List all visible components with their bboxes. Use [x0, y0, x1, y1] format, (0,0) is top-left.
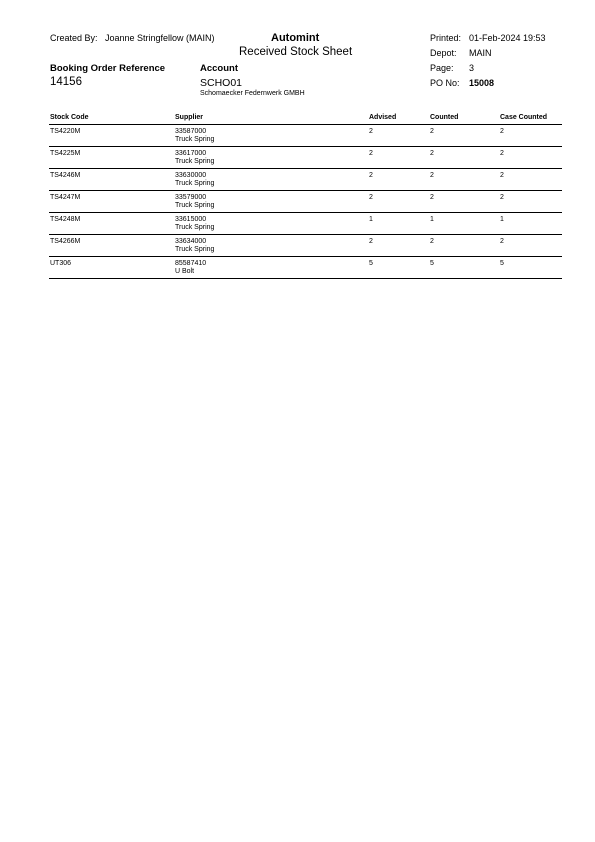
item-description: Truck Spring: [175, 180, 215, 187]
col-stock-code: Stock Code: [50, 114, 89, 121]
received-stock-table: [49, 113, 562, 279]
case-counted-qty: 2: [500, 172, 504, 179]
page-value: 3: [469, 63, 475, 73]
counted-qty: 5: [430, 260, 434, 267]
counted-qty: 1: [430, 216, 434, 223]
advised-qty: 2: [369, 172, 373, 179]
col-counted: Counted: [430, 114, 459, 121]
created-by-value: Joanne Stringfellow (MAIN): [105, 33, 215, 43]
case-counted-qty: 2: [500, 238, 504, 245]
advised-qty: 2: [369, 150, 373, 157]
table-row: [49, 125, 562, 147]
advised-qty: 2: [369, 194, 373, 201]
booking-ref-value: 14156: [50, 76, 82, 88]
created-by-label: Created By:: [50, 33, 98, 43]
advised-qty: 2: [369, 128, 373, 135]
supplier-code: 85587410: [175, 260, 207, 267]
stock-code: TS4248M: [50, 216, 81, 223]
table-row: [49, 213, 562, 235]
printed-label: Printed:: [430, 33, 462, 43]
advised-qty: 5: [369, 260, 373, 267]
table-row: [49, 169, 562, 191]
advised-qty: 1: [369, 216, 373, 223]
item-description: Truck Spring: [175, 224, 215, 231]
table-row: [49, 147, 562, 169]
po-label: PO No:: [430, 78, 460, 88]
account-label: Account: [200, 63, 238, 74]
item-description: Truck Spring: [175, 202, 215, 209]
account-name: Schomaecker Federnwerk GMBH: [200, 90, 305, 97]
supplier-code: 33587000: [175, 128, 207, 135]
item-description: Truck Spring: [175, 246, 215, 253]
table-header: [49, 113, 562, 125]
page-label: Page:: [430, 63, 454, 73]
po-value: 15008: [469, 78, 495, 88]
col-supplier: Supplier: [175, 114, 204, 121]
case-counted-qty: 5: [500, 260, 504, 267]
account-code: SCHO01: [200, 77, 243, 89]
item-description: Truck Spring: [175, 158, 215, 165]
supplier-code: 33579000: [175, 194, 207, 201]
table-row: [49, 235, 562, 257]
supplier-code: 33617000: [175, 150, 207, 157]
counted-qty: 2: [430, 172, 434, 179]
stock-code: UT306: [50, 260, 72, 267]
case-counted-qty: 2: [500, 150, 504, 157]
booking-ref-label: Booking Order Reference: [50, 63, 166, 74]
sheet-title: Received Stock Sheet: [239, 46, 353, 58]
item-description: Truck Spring: [175, 136, 215, 143]
stock-code: TS4220M: [50, 128, 81, 135]
printed-value: 01-Feb-2024 19:53: [469, 33, 546, 43]
case-counted-qty: 2: [500, 128, 504, 135]
counted-qty: 2: [430, 238, 434, 245]
counted-qty: 2: [430, 150, 434, 157]
counted-qty: 2: [430, 128, 434, 135]
item-description: U Bolt: [175, 268, 195, 275]
supplier-code: 33630000: [175, 172, 207, 179]
company-name: Automint: [271, 32, 320, 44]
case-counted-qty: 1: [500, 216, 504, 223]
table-row: [49, 257, 562, 279]
col-advised: Advised: [369, 114, 397, 121]
case-counted-qty: 2: [500, 194, 504, 201]
counted-qty: 2: [430, 194, 434, 201]
supplier-code: 33634000: [175, 238, 207, 245]
depot-value: MAIN: [469, 48, 492, 58]
depot-label: Depot:: [430, 48, 457, 58]
stock-code: TS4247M: [50, 194, 81, 201]
col-case-counted: Case Counted: [500, 114, 548, 121]
stock-code: TS4225M: [50, 150, 81, 157]
table-row: [49, 191, 562, 213]
advised-qty: 2: [369, 238, 373, 245]
supplier-code: 33615000: [175, 216, 207, 223]
stock-code: TS4246M: [50, 172, 81, 179]
stock-code: TS4266M: [50, 238, 81, 245]
